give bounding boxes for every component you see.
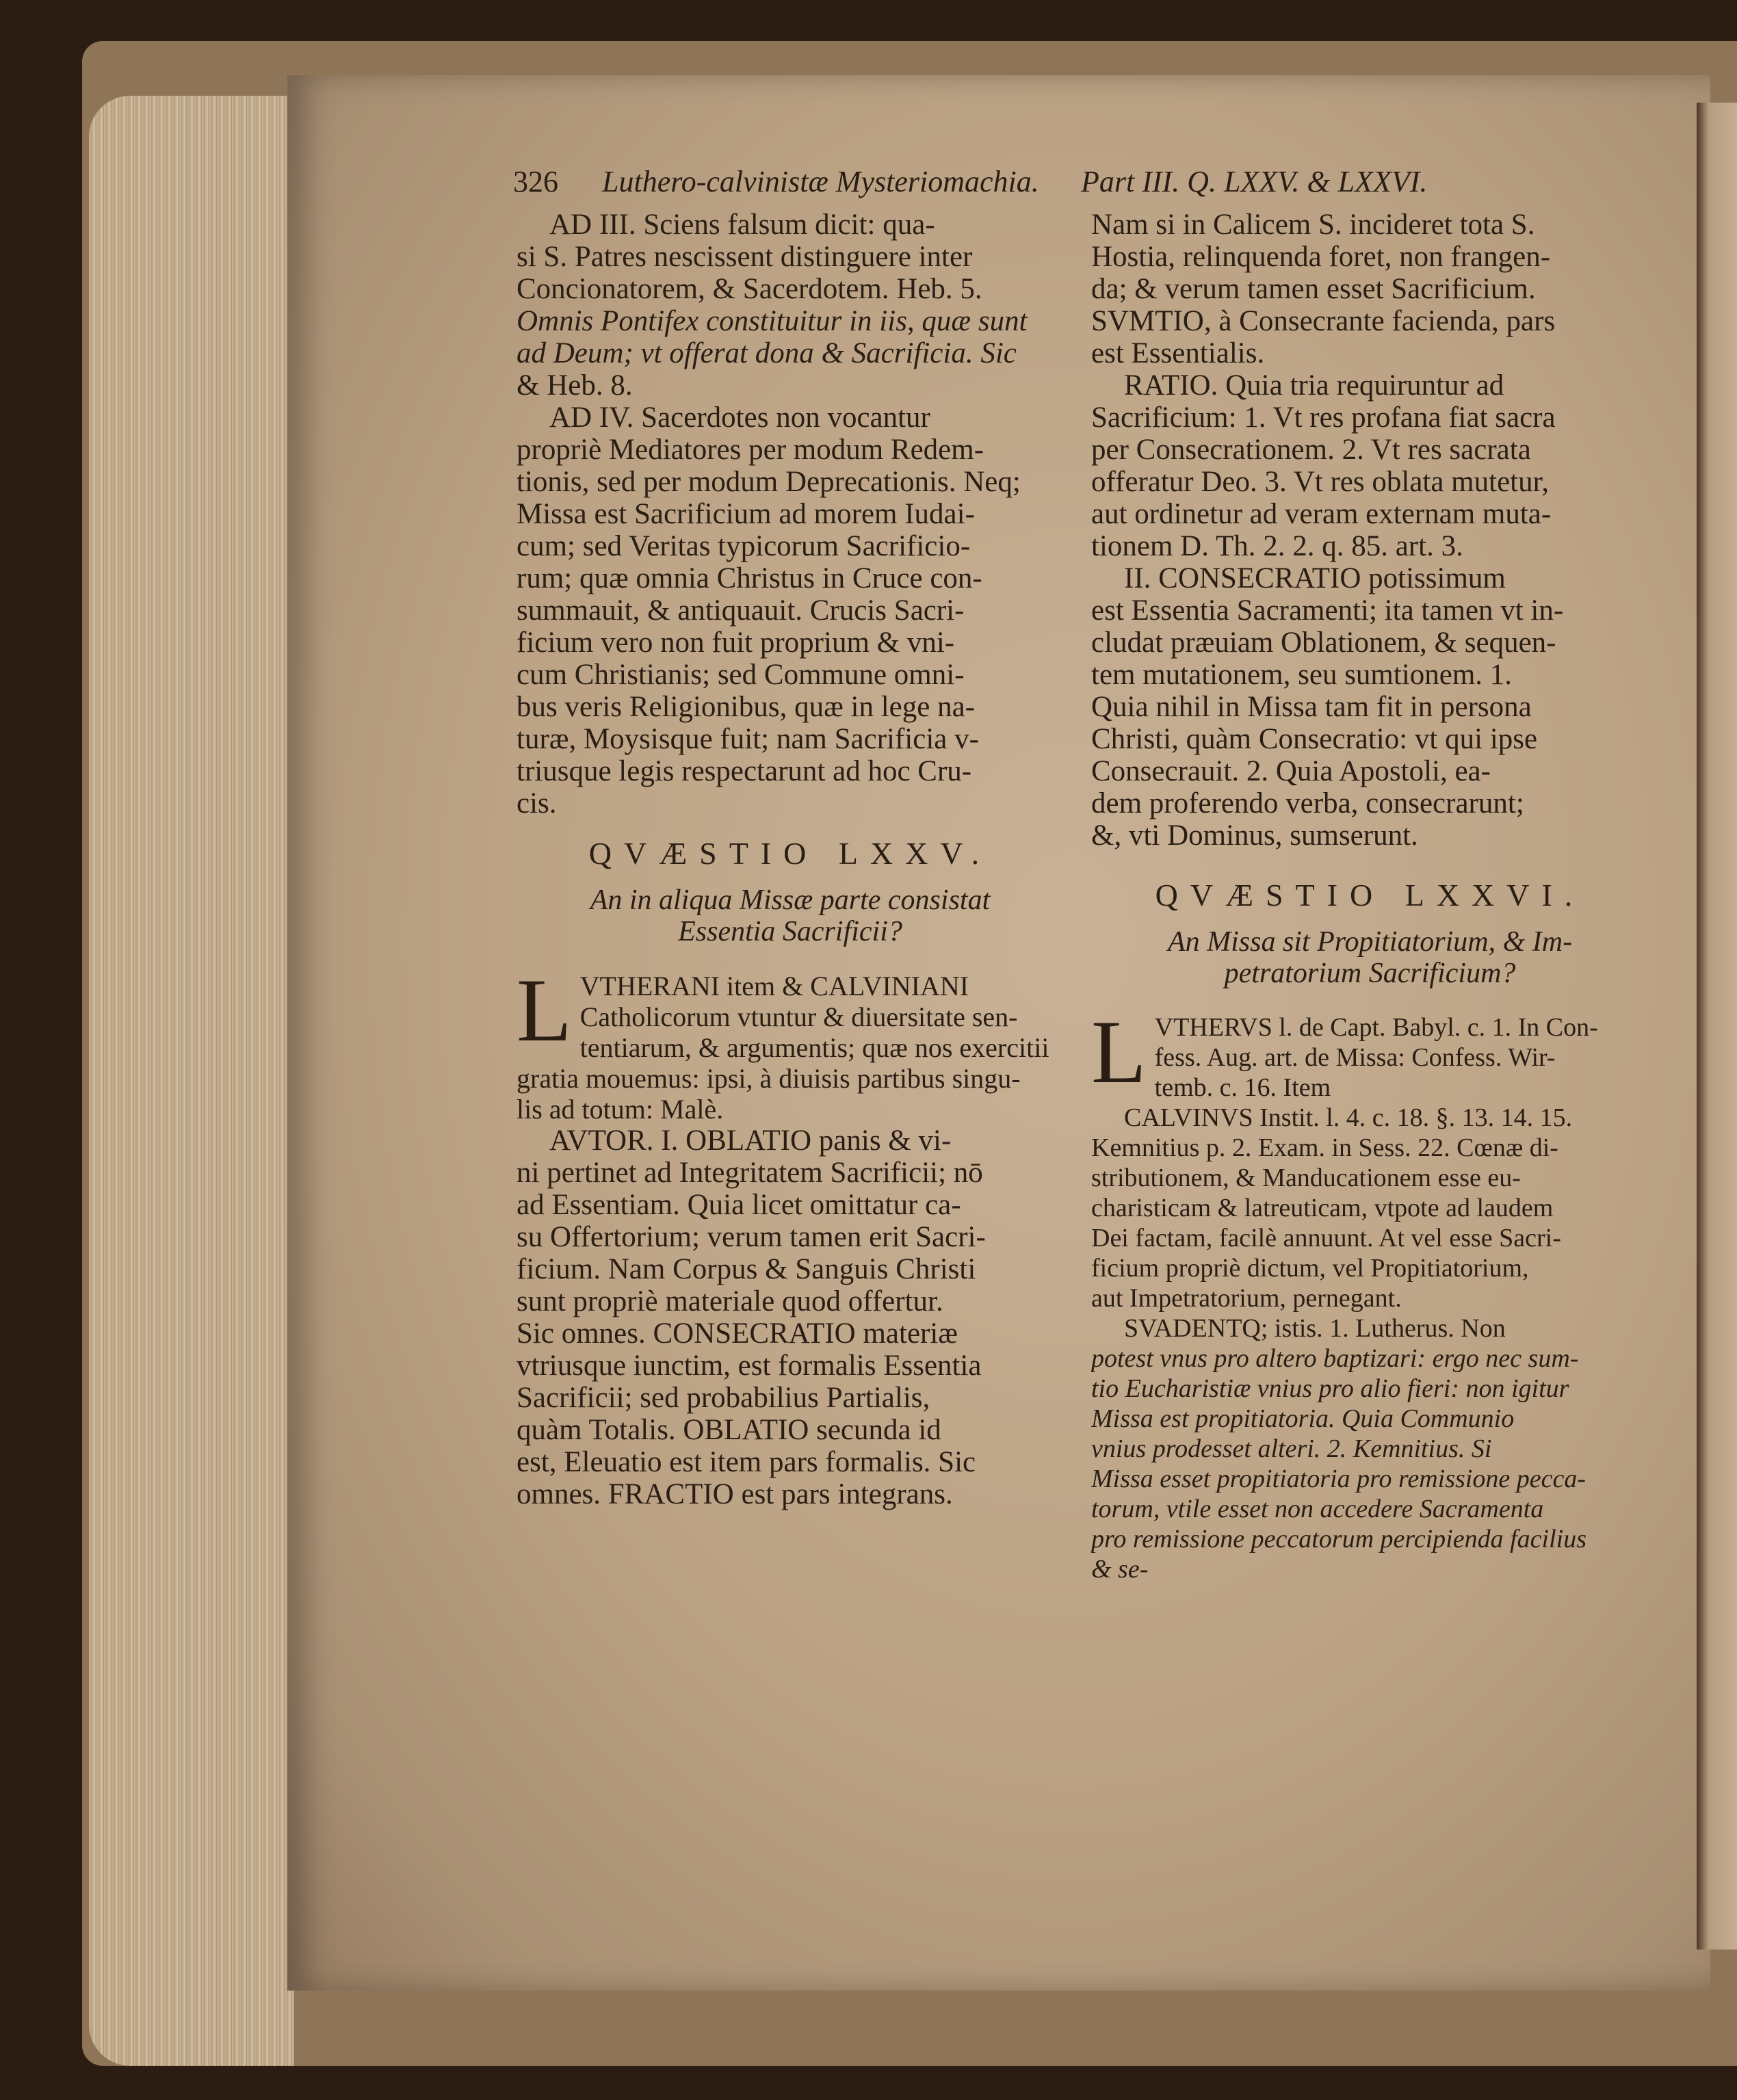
text-line: ficium propriè dictum, vel Propitiatorium, — [1091, 1254, 1529, 1283]
paragraph — [517, 960, 1064, 1125]
text-line: &, vti Dominus, sumserunt. — [1091, 819, 1418, 852]
text-line: tionis, sed per modum Deprecationis. Neq; — [517, 466, 1021, 498]
question-heading: QVÆSTIO LXXVI. — [1155, 878, 1585, 913]
facing-page-edge — [1697, 103, 1737, 1950]
text-line: vtriusque iunctim, est formalis Essentia — [517, 1350, 982, 1382]
text-line: Quia nihil in Missa tam fit in persona — [1091, 691, 1532, 723]
paragraph — [517, 402, 1064, 819]
text-line: turæ, Moysisque fuit; nam Sacrificia v- — [517, 723, 979, 755]
text-line: SVADENTQ; istis. 1. Lutherus. Non — [1124, 1314, 1506, 1343]
right-body — [1091, 1001, 1649, 1584]
paragraph — [1091, 562, 1649, 852]
text-line: II. CONSECRATIO potissimum — [1124, 562, 1506, 594]
paragraph — [1091, 1001, 1649, 1103]
text-line: tentiarum, & argumentis; quæ nos exercitii — [579, 1032, 1049, 1063]
text-line: Sic omnes. CONSECRATIO materiæ — [517, 1317, 958, 1350]
right-column — [1091, 209, 1649, 1584]
paragraph — [1091, 369, 1649, 562]
text-line: pro remissione peccatorum percipienda facilius — [1091, 1525, 1586, 1553]
text-line: Missa est Sacrificium ad morem Iudai- — [517, 498, 975, 530]
text-line: CALVINVS Instit. l. 4. c. 18. §. 13. 14. 15. — [1124, 1103, 1573, 1132]
text-line: rum; quæ omnia Christus in Cruce con- — [517, 562, 982, 594]
text-line: triusque legis respectarunt ad hoc Cru- — [517, 755, 972, 787]
text-line: & se- — [1091, 1555, 1149, 1584]
paragraph — [1091, 209, 1649, 369]
right-intro — [1091, 209, 1649, 852]
text-line: VTHERVS l. de Capt. Babyl. c. 1. In Con- — [1154, 1013, 1598, 1042]
text-line: Sacrificii; sed probabilius Partialis, — [517, 1382, 930, 1414]
text-line: AD III. Sciens falsum dicit: qua- — [549, 209, 935, 241]
question-subtitle — [517, 884, 1064, 947]
text-line: sunt propriè materiale quod offertur. — [517, 1285, 943, 1317]
text-line: su Offertorium; verum tamen erit Sacri- — [517, 1221, 986, 1253]
text-line: cludat præuiam Oblationem, & sequen- — [1091, 627, 1556, 659]
text-line: SVMTIO, à Consecrante facienda, pars — [1091, 305, 1556, 337]
text-line: bus veris Religionibus, quæ in lege na- — [517, 691, 976, 723]
subtitle-line: An Missa sit Propitiatorium, & Im- — [1167, 926, 1573, 958]
text-line: per Consecrationem. 2. Vt res sacrata — [1091, 434, 1531, 466]
left-column — [517, 209, 1064, 1510]
text-line: ficium. Nam Corpus & Sanguis Christi — [517, 1253, 976, 1285]
text-line: est Essentialis. — [1091, 337, 1265, 369]
question-heading: QVÆSTIO LXXV. — [588, 836, 992, 871]
text-line: Missa esset propitiatoria pro remissione pecca- — [1091, 1465, 1586, 1493]
text-line: tionem D. Th. 2. 2. q. 85. art. 3. — [1091, 530, 1463, 562]
text-line: propriè Mediatores per modum Redem- — [517, 434, 984, 466]
paragraph — [517, 1125, 1064, 1510]
text-line: ad Deum; vt offerat dona & Sacrificia. Sic — [517, 337, 1017, 369]
page-number: 326 — [513, 165, 558, 198]
text-line: cum Christianis; sed Commune omni- — [517, 659, 965, 691]
text-line: quàm Totalis. OBLATIO secunda id — [517, 1414, 941, 1446]
drop-cap: L — [517, 960, 572, 1060]
text-line: Sacrificium: 1. Vt res profana fiat sacra — [1091, 402, 1556, 434]
left-body — [517, 960, 1064, 1510]
running-title: Luthero-calvinistæ Mysteriomachia. — [602, 165, 1039, 198]
question-subtitle — [1091, 926, 1649, 989]
text-line: Concionatorem, & Sacerdotem. Heb. 5. — [517, 273, 982, 305]
running-header — [513, 164, 1669, 205]
text-line: omnes. FRACTIO est pars integrans. — [517, 1478, 953, 1510]
text-line: Omnis Pontifex constituitur in iis, quæ sunt — [517, 305, 1028, 337]
drop-cap: L — [1091, 1001, 1147, 1102]
paragraph — [1091, 1103, 1649, 1313]
text-line: potest vnus pro altero baptizari: ergo nec sum- — [1091, 1344, 1579, 1373]
text-line: est Essentia Sacramenti; ita tamen vt in- — [1091, 594, 1564, 627]
page-edges — [89, 96, 294, 2066]
text-line: summauit, & antiquauit. Crucis Sacri- — [517, 594, 965, 627]
text-line: tio Eucharistiæ vnius pro alio fieri: non igitur — [1091, 1374, 1569, 1403]
text-line: temb. c. 16. Item — [1154, 1073, 1331, 1102]
text-line: est, Eleuatio est item pars formalis. Sic — [517, 1446, 976, 1478]
text-line: Dei factam, facilè annuunt. At vel esse Sacri- — [1091, 1224, 1561, 1252]
text-line: Nam si in Calicem S. incideret tota S. — [1091, 209, 1535, 241]
left-intro — [517, 209, 1064, 819]
text-line: & Heb. 8. — [517, 369, 633, 402]
subtitle-line: Essentia Sacrificii? — [678, 916, 902, 947]
text-line: da; & verum tamen esset Sacrificium. — [1091, 273, 1536, 305]
text-line: lis ad totum: Malè. — [517, 1094, 724, 1125]
text-line: si S. Patres nescissent distinguere inter — [517, 241, 973, 273]
text-line: stributionem, & Manducationem esse eu- — [1091, 1164, 1521, 1192]
subtitle-line: petratorium Sacrificium? — [1224, 958, 1516, 989]
text-line: torum, vtile esset non accedere Sacramenta — [1091, 1495, 1544, 1523]
text-line: aut ordinetur ad veram externam muta- — [1091, 498, 1552, 530]
text-line: fess. Aug. art. de Missa: Confess. Wir- — [1154, 1043, 1556, 1072]
paragraph — [1091, 1313, 1649, 1584]
text-line: Consecrauit. 2. Quia Apostoli, ea- — [1091, 755, 1491, 787]
text-line: AVTOR. I. OBLATIO panis & vi- — [549, 1125, 952, 1157]
text-line: ficium vero non fuit proprium & vni- — [517, 627, 955, 659]
text-line: ni pertinet ad Integritatem Sacrificii; nō — [517, 1157, 983, 1189]
text-line: gratia mouemus: ipsi, à diuisis partibus singu- — [517, 1063, 1021, 1094]
text-line: cis. — [517, 787, 557, 819]
subtitle-line: An in aliqua Missæ parte consistat — [590, 884, 991, 916]
text-line: dem proferendo verba, consecrarunt; — [1091, 787, 1524, 819]
text-line: Christi, quàm Consecratio: vt qui ipse — [1091, 723, 1538, 755]
paragraph — [517, 209, 1064, 402]
text-line: Missa est propitiatoria. Quia Communio — [1091, 1404, 1515, 1433]
text-line: charisticam & latreuticam, vtpote ad laudem — [1091, 1194, 1554, 1222]
text-line: AD IV. Sacerdotes non vocantur — [549, 402, 930, 434]
text-line: Catholicorum vtuntur & diuersitate sen- — [579, 1001, 1018, 1032]
text-line: Kemnitius p. 2. Exam. in Sess. 22. Cœnæ di- — [1091, 1133, 1558, 1162]
text-line: vnius prodesset alteri. 2. Kemnitius. Si — [1091, 1434, 1492, 1463]
text-line: ad Essentiam. Quia licet omittatur ca- — [517, 1189, 961, 1221]
text-line: RATIO. Quia tria requiruntur ad — [1124, 369, 1504, 402]
text-line: tem mutationem, seu sumtionem. 1. — [1091, 659, 1513, 691]
running-part: Part III. Q. LXXV. & LXXVI. — [1081, 165, 1428, 198]
text-line: offeratur Deo. 3. Vt res oblata mutetur, — [1091, 466, 1549, 498]
text-line: cum; sed Veritas typicorum Sacrificio- — [517, 530, 971, 562]
text-line: aut Impetratorium, pernegant. — [1091, 1284, 1402, 1313]
text-line: Hostia, relinquenda foret, non frangen- — [1091, 241, 1551, 273]
text-line: VTHERANI item & CALVINIANI — [579, 971, 969, 1001]
